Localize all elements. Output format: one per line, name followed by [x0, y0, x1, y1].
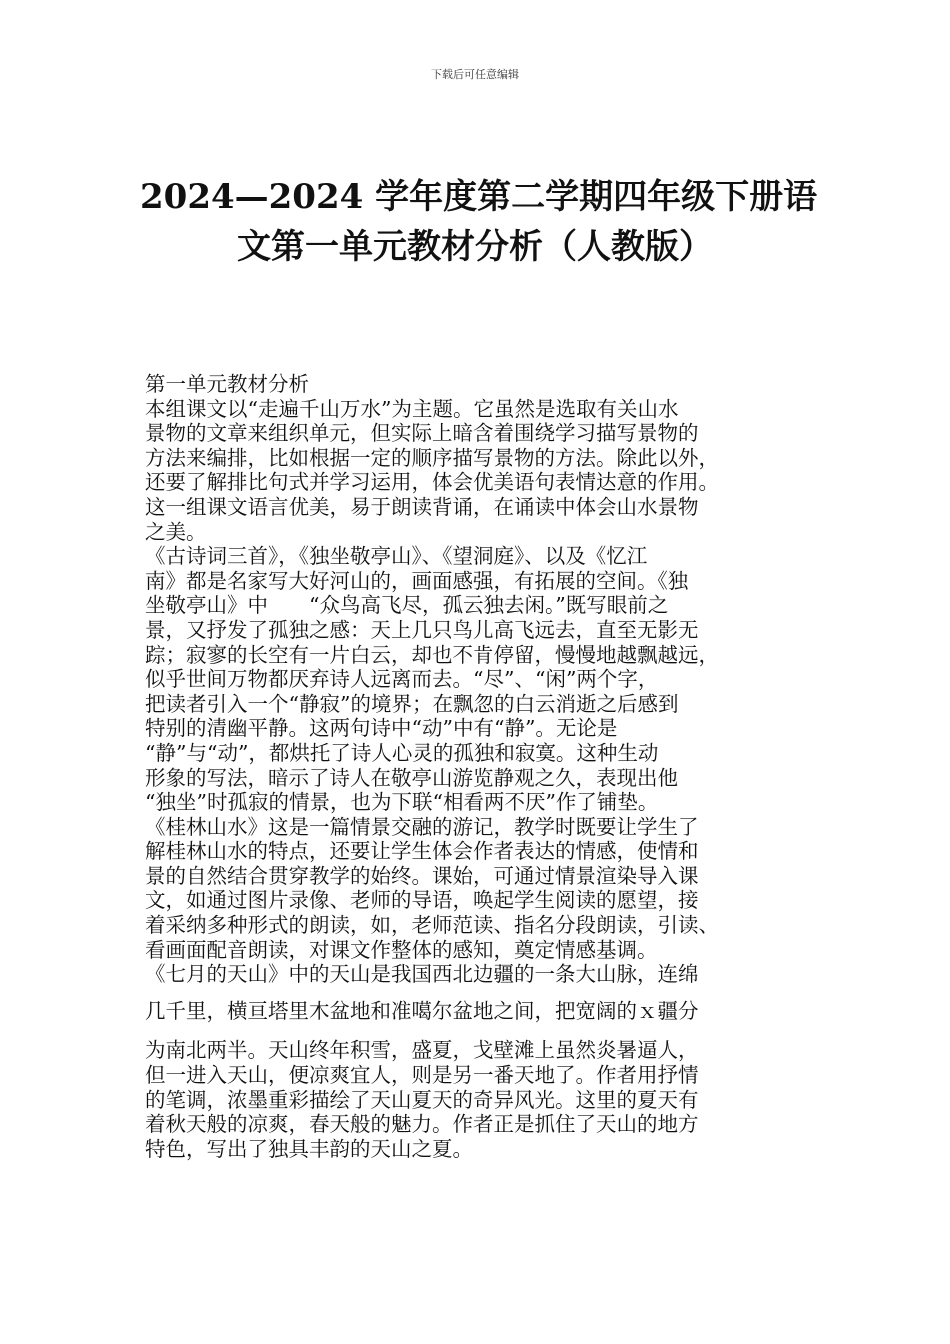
- document-title: [140, 172, 818, 272]
- body-line: 景的自然结合贯穿教学的始终。课始，可通过情景渲染导入课: [145, 863, 699, 888]
- body-line: 南》都是名家写大好河山的，画面感强，有拓展的空间。《独: [145, 568, 689, 593]
- body-line: 看画面配音朗读，对课文作整体的感知，奠定情感基调。: [145, 937, 658, 962]
- body-line: 特别的清幽平静。这两句诗中“动”中有“静”。无论是: [145, 716, 618, 741]
- body-line: 坐敬亭山》中 “众鸟高飞尽，孤云独去闲。”既写眼前之: [145, 593, 669, 618]
- body-line: 但一进入天山，便凉爽宜人，则是另一番天地了。作者用抒情: [145, 1063, 699, 1088]
- body-line: 着采纳多种形式的朗读，如，老师范读、指名分段朗读，引读、: [145, 913, 719, 938]
- body-line: 的笔调，浓墨重彩描绘了天山夏天的奇异风光。这里的夏天有: [145, 1087, 699, 1112]
- body-line: 踪；寂寥的长空有一片白云，却也不肯停留，慢慢地越飘越远，: [145, 642, 719, 667]
- body-line: 解桂林山水的特点，还要让学生体会作者表达的情感，使情和: [145, 839, 699, 864]
- body-line: 似乎世间万物都厌弃诗人远离而去。“尽”、“闲”两个字，: [145, 667, 659, 692]
- title-line-2: 文第一单元教材分析（人教版）: [237, 227, 713, 267]
- body-line: 《桂林山水》这是一篇情景交融的游记，教学时既要让学生了: [145, 814, 699, 839]
- body-line: “静”与“动”，都烘托了诗人心灵的孤独和寂寞。这种生动: [145, 740, 659, 765]
- body-line: 这一组课文语言优美，易于朗读背诵，在诵读中体会山水景物: [145, 494, 699, 519]
- header-note: 下载后可任意编辑: [431, 68, 519, 81]
- body-line: 景物的文章来组织单元，但实际上暗含着围绕学习描写景物的: [145, 421, 699, 446]
- body-line: 景，又抒发了孤独之感：天上几只鸟儿高飞远去，直至无影无: [145, 617, 699, 642]
- body-line: 文，如通过图片录像、老师的导语，唤起学生阅读的愿望，接: [145, 888, 699, 913]
- document-body: [145, 372, 825, 1161]
- body-line: 着秋天般的凉爽，春天般的魅力。作者正是抓住了天山的地方: [145, 1112, 699, 1137]
- body-line: 形象的写法，暗示了诗人在敬亭山游览静观之久，表现出他: [145, 765, 678, 790]
- body-line: 为南北两半。天山终年积雪，盛夏，戈壁滩上虽然炎暑逼人，: [145, 1038, 699, 1063]
- body-line: 方法来编排，比如根据一定的顺序描写景物的方法。除此以外，: [145, 445, 719, 470]
- body-line: 之美。: [145, 519, 207, 544]
- body-line: “独坐”时孤寂的情景，也为下联“相看两不厌”作了铺垫。: [145, 790, 659, 815]
- title-line-1: 2024—2024 学年度第二学期四年级下册语: [140, 177, 818, 217]
- body-line: 《七月的天山》中的天山是我国西北边疆的一条大山脉，连绵: [145, 962, 699, 987]
- body-line: 第一单元教材分析: [145, 372, 309, 396]
- body-line: 几千里，横亘塔里木盆地和准噶尔盆地之间，把宽阔的ｘ疆分: [145, 998, 699, 1023]
- body-line: 特色，写出了独具丰韵的天山之夏。: [145, 1136, 473, 1161]
- body-line: 把读者引入一个“静寂”的境界；在飘忽的白云消逝之后感到: [145, 691, 679, 716]
- body-line: 还要了解排比句式并学习运用，体会优美语句表情达意的作用。: [145, 470, 719, 495]
- body-line: 本组课文以“走遍千山万水”为主题。它虽然是选取有关山水: [145, 396, 679, 421]
- body-line: 《古诗词三首》，《独坐敬亭山》、《望洞庭》、以及《忆江: [145, 544, 648, 569]
